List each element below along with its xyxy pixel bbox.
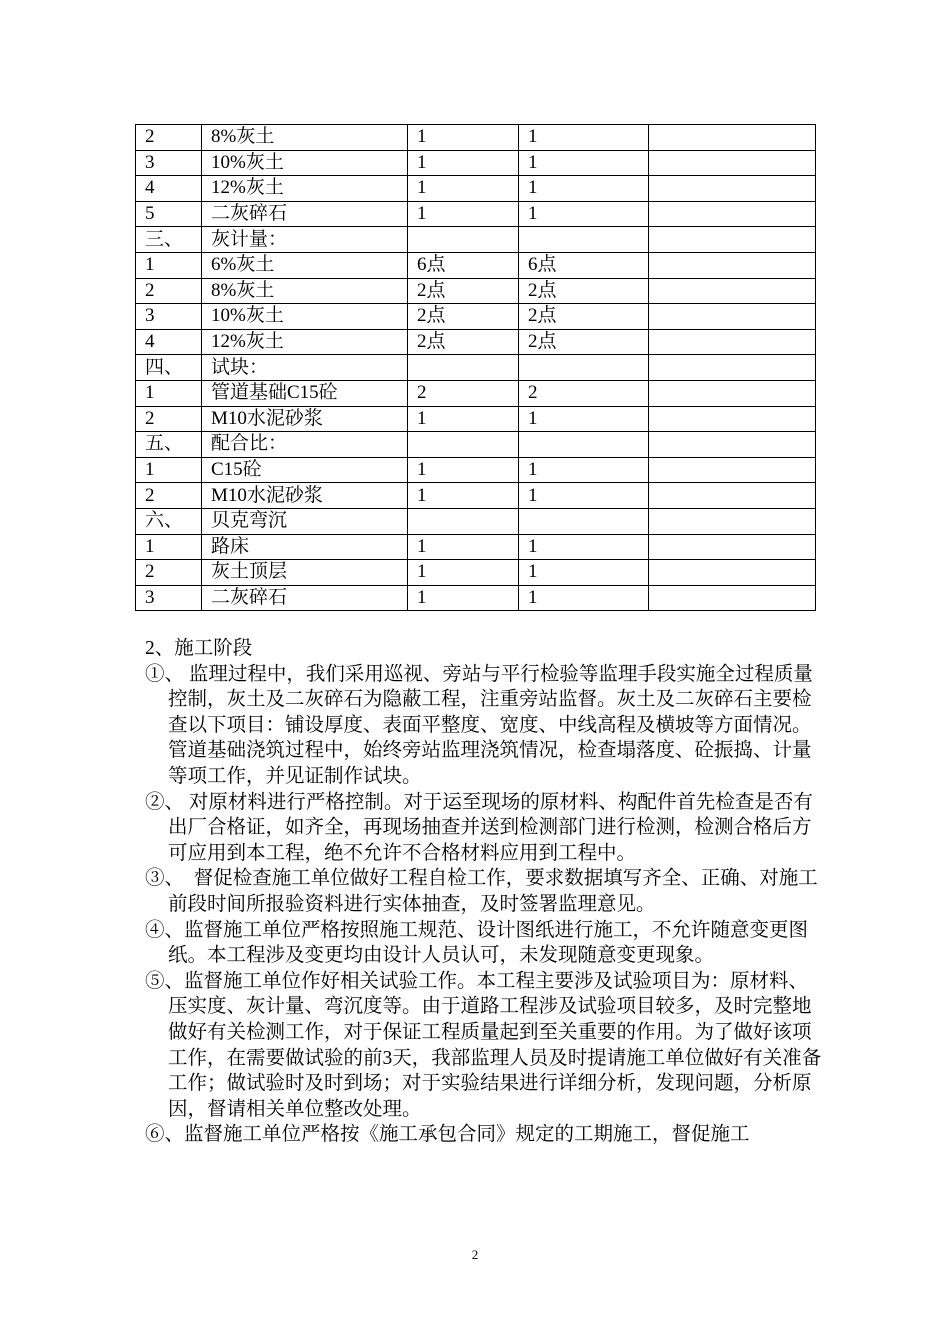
paragraph-2: ②、 对原材料进行严格控制。对于运至现场的原材料、构配件首先检查是否有出厂合格证，如齐全，再现场抽查并送到检测部门进行检测，检测合格后方可应用到本工程，绝不允许不合格材料应用到工程中。 xyxy=(145,791,813,864)
inspection-table-body xyxy=(136,125,816,611)
table-cell: 1 xyxy=(408,457,519,483)
table-cell: 1 xyxy=(519,150,649,176)
page-number: 2 xyxy=(471,1247,479,1262)
table-row xyxy=(136,304,816,330)
table-row xyxy=(136,406,816,432)
table-cell: 10%灰土 xyxy=(202,150,408,176)
table-cell: 1 xyxy=(519,125,649,151)
table-cell: 1 xyxy=(408,560,519,586)
table-row xyxy=(136,560,816,586)
table-cell: 1 xyxy=(136,534,202,560)
table-row xyxy=(136,508,816,534)
table-cell: 2 xyxy=(519,380,649,406)
table-cell: 1 xyxy=(136,380,202,406)
table-cell: 1 xyxy=(519,585,649,611)
table-cell: 6点 xyxy=(408,252,519,278)
table-cell: 12%灰土 xyxy=(202,329,408,355)
table-row xyxy=(136,125,816,151)
table-cell: 1 xyxy=(408,534,519,560)
paragraph-6: ⑥、监督施工单位严格按《施工承包合同》规定的工期施工，督促施工 xyxy=(145,1124,750,1146)
table-cell xyxy=(649,560,816,586)
table-cell: 二灰碎石 xyxy=(202,585,408,611)
table-row xyxy=(136,483,816,509)
table-cell xyxy=(408,227,519,253)
table-cell: 8%灰土 xyxy=(202,125,408,151)
table-cell: 4 xyxy=(136,329,202,355)
table-cell: 2 xyxy=(136,560,202,586)
table-cell xyxy=(408,432,519,458)
table-row xyxy=(136,534,816,560)
table-cell: 2 xyxy=(408,380,519,406)
table-cell xyxy=(649,355,816,381)
table-row xyxy=(136,329,816,355)
table-cell xyxy=(649,227,816,253)
table-cell: 5 xyxy=(136,201,202,227)
table-cell: 2点 xyxy=(519,304,649,330)
table-cell: 10%灰土 xyxy=(202,304,408,330)
table-cell xyxy=(649,432,816,458)
table-cell: 2点 xyxy=(408,329,519,355)
table-cell xyxy=(649,534,816,560)
table-cell: 二灰碎石 xyxy=(202,201,408,227)
table-cell xyxy=(649,406,816,432)
table-cell: 2点 xyxy=(519,278,649,304)
table-cell: 灰计量： xyxy=(202,227,408,253)
table-cell: 1 xyxy=(519,201,649,227)
table-cell xyxy=(408,508,519,534)
table-cell xyxy=(649,380,816,406)
table-cell: 2 xyxy=(136,406,202,432)
table-cell xyxy=(649,125,816,151)
section-heading: 2、施工阶段 xyxy=(145,638,253,659)
table-cell: 1 xyxy=(408,483,519,509)
table-cell: 3 xyxy=(136,585,202,611)
table-cell: 三、 xyxy=(136,227,202,253)
table-cell: 1 xyxy=(136,457,202,483)
table-row xyxy=(136,457,816,483)
table-cell xyxy=(519,508,649,534)
table-cell: 路床 xyxy=(202,534,408,560)
table-cell: 1 xyxy=(408,125,519,151)
table-cell xyxy=(649,252,816,278)
table-cell xyxy=(649,201,816,227)
table-cell: 8%灰土 xyxy=(202,278,408,304)
table-row xyxy=(136,432,816,458)
table-cell: 管道基础C15砼 xyxy=(202,380,408,406)
table-cell: 1 xyxy=(408,176,519,202)
table-cell: 1 xyxy=(519,457,649,483)
table-cell: 1 xyxy=(519,560,649,586)
paragraph-5: ⑤、监督施工单位作好相关试验工作。本工程主要涉及试验项目为：原材料、压实度、灰计量、弯沉度等。由于道路工程涉及试验项目较多，及时完整地做好有关检测工作，对于保证工程质量起到至关重要的作用。为了做好该项工作，在需要做试验的前3天，我部监理人员及时提请施工单位做好有关准备工作；做试验时及时到场；对于实验结果进行详细分析，发现问题，分析原因，督请相关单位整改处理。 xyxy=(145,970,822,1120)
table-cell: 12%灰土 xyxy=(202,176,408,202)
table-cell: 6点 xyxy=(519,252,649,278)
table-cell: 2点 xyxy=(519,329,649,355)
table-cell xyxy=(649,457,816,483)
table-cell: 4 xyxy=(136,176,202,202)
table-cell xyxy=(649,150,816,176)
table-row xyxy=(136,355,816,381)
table-cell: 2 xyxy=(136,278,202,304)
table-cell: M10水泥砂浆 xyxy=(202,483,408,509)
table-cell: 试块： xyxy=(202,355,408,381)
table-cell: 1 xyxy=(408,406,519,432)
table-row xyxy=(136,278,816,304)
paragraph-4: ④、监督施工单位严格按照施工规范、设计图纸进行施工，不允许随意变更图纸。本工程涉及变更均由设计人员认可，未发现随意变更现象。 xyxy=(145,919,809,967)
table-cell: 1 xyxy=(519,176,649,202)
table-cell xyxy=(649,508,816,534)
table-cell: 1 xyxy=(519,406,649,432)
table-cell xyxy=(649,304,816,330)
table-cell xyxy=(649,585,816,611)
table-cell: 2点 xyxy=(408,278,519,304)
table-cell xyxy=(649,483,816,509)
table-cell: 1 xyxy=(408,201,519,227)
table-cell: 1 xyxy=(519,483,649,509)
table-cell: M10水泥砂浆 xyxy=(202,406,408,432)
table-row xyxy=(136,176,816,202)
table-cell: 1 xyxy=(408,150,519,176)
table-cell xyxy=(649,278,816,304)
table-cell xyxy=(408,355,519,381)
paragraph-3: ③、 督促检查施工单位做好工程自检工作，要求数据填写齐全、正确、对施工前段时间所报验资料进行实体抽查，及时签署监理意见。 xyxy=(145,868,818,915)
table-cell: 1 xyxy=(408,585,519,611)
table-cell: 灰土顶层 xyxy=(202,560,408,586)
table-row xyxy=(136,201,816,227)
table-cell xyxy=(649,329,816,355)
table-row xyxy=(136,252,816,278)
table-cell: 五、 xyxy=(136,432,202,458)
table-cell: 2 xyxy=(136,125,202,151)
construction-stage-section xyxy=(145,636,825,1148)
table-cell: 贝克弯沉 xyxy=(202,508,408,534)
table-cell xyxy=(519,432,649,458)
table-cell xyxy=(519,355,649,381)
table-cell xyxy=(519,227,649,253)
table-cell: 3 xyxy=(136,150,202,176)
table-cell: 配合比： xyxy=(202,432,408,458)
table-cell: 6%灰土 xyxy=(202,252,408,278)
table-cell: 3 xyxy=(136,304,202,330)
table-row xyxy=(136,227,816,253)
paragraph-1: ①、 监理过程中，我们采用巡视、旁站与平行检验等监理手段实施全过程质量控制，灰土及二灰碎石为隐蔽工程，注重旁站监督。灰土及二灰碎石主要检查以下项目：铺设厚度、表面平整度、宽度、中线高程及横坡等方面情况。管道基础浇筑过程中，始终旁站监理浇筑情况，检查塌落度、砼振捣、计量等项工作，并见证制作试块。 xyxy=(145,663,813,787)
table-cell: 四、 xyxy=(136,355,202,381)
table-row xyxy=(136,150,816,176)
table-cell: 2 xyxy=(136,483,202,509)
table-cell: 2点 xyxy=(408,304,519,330)
table-row xyxy=(136,585,816,611)
table-cell xyxy=(649,176,816,202)
inspection-table xyxy=(135,124,816,611)
table-cell: 六、 xyxy=(136,508,202,534)
table-cell: 1 xyxy=(136,252,202,278)
table-cell: C15砼 xyxy=(202,457,408,483)
table-cell: 1 xyxy=(519,534,649,560)
table-row xyxy=(136,380,816,406)
